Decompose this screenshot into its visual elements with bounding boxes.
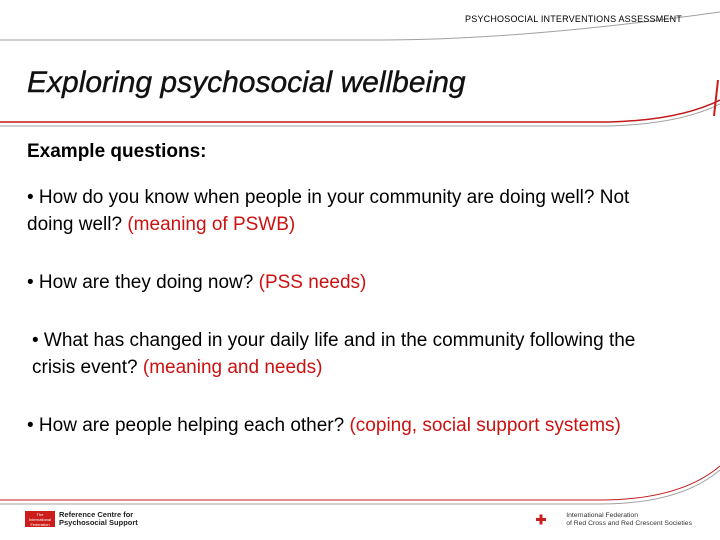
bullet-text: • What has changed in your daily life and in the community following the crisis event? — [32, 330, 636, 378]
bullet-text: • How are they doing now? — [27, 272, 259, 293]
slide-subtitle: Example questions: — [27, 141, 207, 162]
title-underline-red — [0, 100, 720, 122]
bullet-text: • How do you know when people in your community are doing well? Not doing well? — [27, 187, 630, 235]
ifrc-text-line-1: International Federation — [566, 512, 638, 519]
logo-mark-text: The International Federation — [28, 511, 51, 527]
bullet-note: (coping, social support systems) — [349, 415, 621, 436]
red-cross-crescent-icon — [535, 514, 561, 526]
reference-centre-logo — [25, 511, 138, 527]
reference-centre-logo-text — [59, 511, 138, 527]
edge-mark-icon — [712, 78, 720, 118]
question-list — [27, 184, 667, 470]
list-item — [27, 412, 667, 439]
ifrc-text-line-2: of Red Cross and Red Crescent Societies — [566, 520, 692, 527]
cross-crescent-icon — [535, 514, 561, 526]
bullet-text: • How are people helping each other? — [27, 415, 350, 436]
bullet-note: (PSS needs) — [258, 272, 367, 293]
slide-title: Exploring psychosocial wellbeing — [27, 66, 466, 99]
footer-swoosh-gray — [0, 470, 720, 504]
logo-text-line-1: Reference Centre for — [59, 510, 134, 519]
ifrc-logo — [535, 512, 692, 528]
logo-text-line-2: Psychosocial Support — [59, 518, 138, 527]
bullet-note: (meaning and needs) — [142, 357, 323, 378]
footer-swoosh-red — [0, 466, 720, 500]
bullet-note: (meaning of PSWB) — [127, 214, 296, 235]
list-item — [27, 184, 667, 238]
reference-centre-logo-mark — [25, 511, 55, 527]
ifrc-logo-text — [566, 512, 692, 528]
list-item — [27, 269, 667, 296]
list-item — [27, 327, 667, 381]
header-label: PSYCHOSOCIAL INTERVENTIONS ASSESSMENT — [465, 14, 682, 24]
